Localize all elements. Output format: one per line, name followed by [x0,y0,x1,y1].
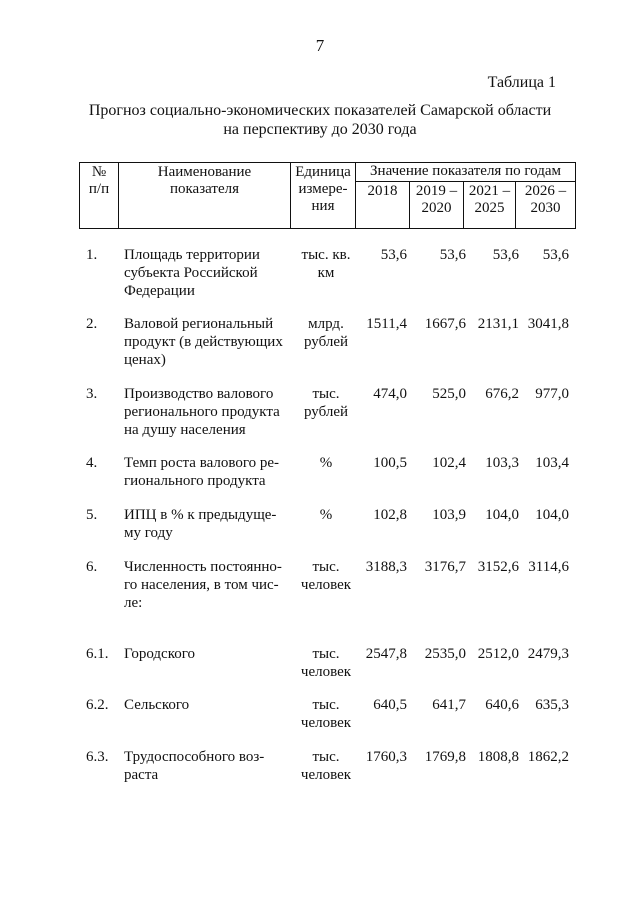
indicator-name: Темп роста валового ре- гионального продукта [124,455,280,489]
indicator-name: Площадь территории субъекта Российской Федерации [124,247,260,299]
document-title [80,101,560,139]
indicator-name: Городского [124,646,196,662]
value-2019-2020: 2535,0 [424,646,466,662]
header-year: 2019 – 2020 [410,181,464,228]
value-2019-2020: 103,9 [432,507,466,523]
table-label: Таблица 1 [487,74,556,91]
header-unit: Единица измере- ния [291,163,356,229]
value-2019-2020: 53,6 [439,247,466,263]
value-2019-2020: 1769,8 [424,749,466,765]
value-2026-2030: 53,6 [542,247,569,263]
header-year: 2021 – 2025 [464,181,516,228]
value-2026-2030: 103,4 [535,455,569,471]
row-number: 5. [86,507,98,523]
title-line: Прогноз социально-экономических показателей Самарской области [88,102,552,119]
unit: % [319,455,333,471]
value-2021-2025: 676,2 [485,386,519,402]
value-2026-2030: 104,0 [535,507,569,523]
value-2026-2030: 1862,2 [527,749,569,765]
unit: % [319,507,333,523]
value-2021-2025: 640,6 [485,697,519,713]
row-number: 1. [86,247,98,263]
indicator-name: Производство валового регионального продукта на душу населения [124,386,280,438]
indicator-name: ИПЦ в % к предыдуще- му году [124,507,277,541]
value-2019-2020: 1667,6 [424,316,466,332]
unit: млрд. рублей [303,316,349,350]
value-2018: 1760,3 [365,749,407,765]
title-line: на перспективу до 2030 года [223,121,417,138]
value-2018: 640,5 [373,697,407,713]
row-number: 2. [86,316,98,332]
value-2019-2020: 525,0 [432,386,466,402]
row-number: 6.3. [86,749,109,765]
value-2018: 53,6 [380,247,407,263]
value-2018: 1511,4 [366,316,407,332]
value-2019-2020: 3176,7 [424,559,466,575]
value-2021-2025: 2131,1 [477,316,519,332]
value-2026-2030: 977,0 [535,386,569,402]
value-2021-2025: 2512,0 [477,646,519,662]
value-2021-2025: 103,3 [485,455,519,471]
value-2021-2025: 104,0 [485,507,519,523]
unit: тыс. человек [300,646,352,680]
page-number: 7 [315,36,325,55]
indicator-name: Сельского [124,697,190,713]
row-number: 6. [86,559,98,575]
value-2026-2030: 3114,6 [528,559,569,575]
value-2026-2030: 635,3 [535,697,569,713]
header-num: № п/п [80,163,119,229]
row-number: 6.2. [86,697,109,713]
value-2021-2025: 3152,6 [477,559,519,575]
header-values-group: Значение показателя по годам [356,163,576,182]
value-2021-2025: 1808,8 [477,749,519,765]
header-year: 2026 – 2030 [516,181,576,228]
unit: тыс. человек [300,559,352,593]
table-header [79,162,576,229]
unit: тыс. человек [300,697,352,731]
row-number: 4. [86,455,98,471]
value-2018: 2547,8 [365,646,407,662]
value-2018: 474,0 [373,386,407,402]
value-2026-2030: 2479,3 [527,646,569,662]
unit: тыс. кв. км [301,247,351,281]
unit: тыс. рублей [303,386,349,420]
value-2018: 100,5 [373,455,407,471]
indicator-name: Численность постоянно- го населения, в том чис- ле: [124,559,282,611]
value-2018: 3188,3 [365,559,407,575]
row-number: 3. [86,386,98,402]
value-2019-2020: 641,7 [432,697,466,713]
unit: тыс. человек [300,749,352,783]
indicator-name: Трудоспособного воз- раста [124,749,265,783]
value-2026-2030: 3041,8 [527,316,569,332]
value-2018: 102,8 [373,507,407,523]
value-2019-2020: 102,4 [432,455,466,471]
header-year: 2018 [356,181,410,228]
value-2021-2025: 53,6 [492,247,519,263]
header-indicator-name: Наименование показателя [119,163,291,229]
row-number: 6.1. [86,646,109,662]
indicator-name: Валовой региональный продукт (в действующих ценах) [124,316,283,368]
